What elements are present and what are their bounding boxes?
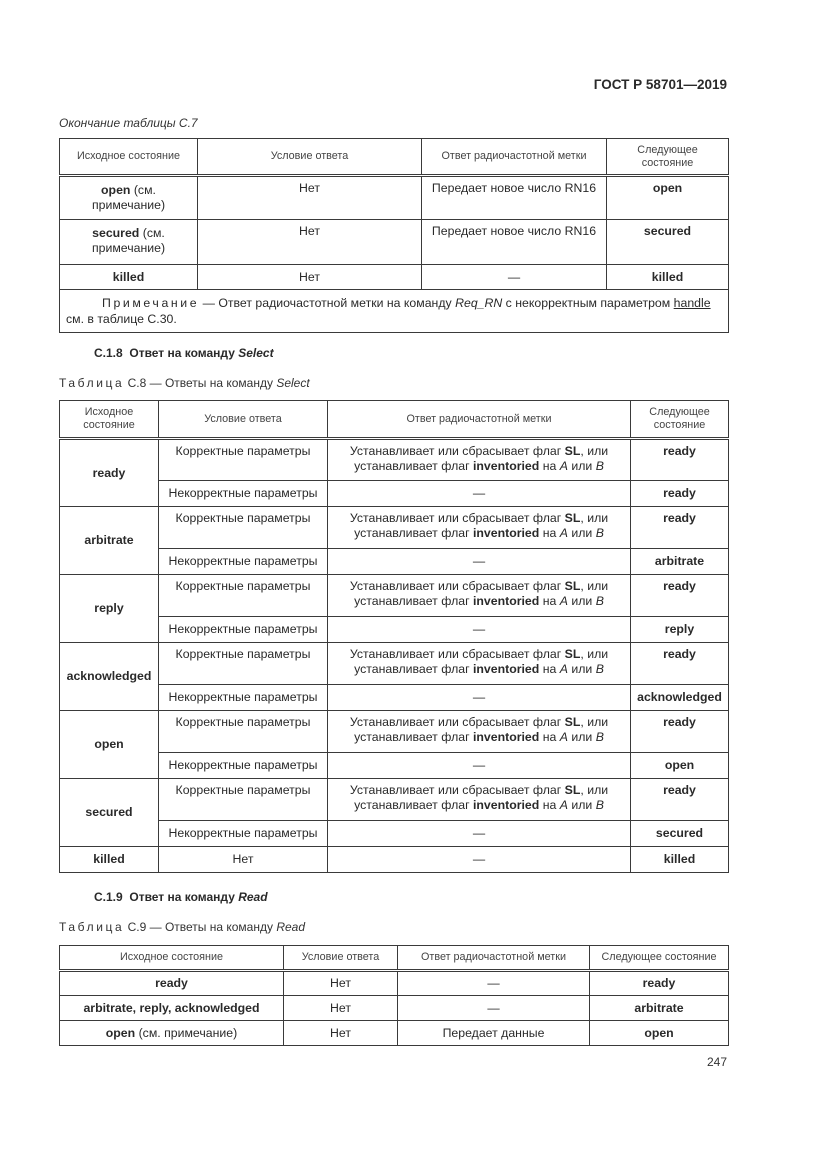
response-cell: Передает данные [398, 1021, 590, 1046]
session-a: A [559, 729, 568, 744]
table-row [60, 575, 729, 617]
table-row [60, 265, 729, 290]
response-cell: — [398, 971, 590, 996]
table-row [60, 549, 729, 575]
state-cell [60, 176, 198, 220]
section-title-command: Select [238, 346, 274, 360]
next-state-cell: ready [631, 779, 729, 821]
response-cell [328, 507, 631, 549]
state-cell [60, 220, 198, 265]
state-cell: killed [60, 847, 159, 873]
flag-sl: SL [564, 511, 581, 525]
table-row [60, 1021, 729, 1046]
response-text: , или устанавливает флаг [354, 715, 609, 744]
response-text: на [539, 593, 560, 608]
note-command: Req_RN [455, 296, 503, 310]
session-a: A [559, 458, 568, 473]
section-title-text: Ответ на команду [129, 890, 239, 904]
next-state-cell: killed [607, 265, 729, 290]
session-a: A [559, 525, 568, 540]
caption-command: Read [276, 920, 306, 934]
next-state-cell: secured [607, 220, 729, 265]
next-state-cell: open [590, 1021, 729, 1046]
response-cell: — [328, 847, 631, 873]
state-name: open [101, 183, 131, 197]
session-b: B [595, 797, 604, 812]
condition-cell: Нет [198, 220, 422, 265]
table-c9-header: Следующее состояние [590, 946, 729, 971]
note-text: с некорректным параметром [502, 296, 674, 310]
response-text: , или устанавливает флаг [354, 783, 609, 812]
next-state-cell: ready [590, 971, 729, 996]
table-row [60, 847, 729, 873]
table-c8-caption [59, 376, 310, 390]
response-text: , или устанавливает флаг [354, 444, 609, 473]
state-cell: arbitrate [60, 507, 159, 575]
table-row [60, 439, 729, 481]
condition-cell: Нет [284, 996, 398, 1021]
state-cell: acknowledged [60, 643, 159, 711]
section-title [129, 346, 273, 360]
flag-inventoried: inventoried [473, 525, 540, 540]
condition-cell: Корректные параметры [159, 507, 328, 549]
section-number: С.1.9 [94, 890, 123, 904]
flag-sl: SL [564, 579, 581, 593]
condition-cell: Нет [159, 847, 328, 873]
table-row [60, 779, 729, 821]
table-row [60, 617, 729, 643]
response-text: на [539, 458, 560, 473]
flag-inventoried: inventoried [473, 458, 540, 473]
response-cell: — [422, 265, 607, 290]
response-cell: — [328, 481, 631, 507]
state-note: (см. примечание) [135, 1025, 238, 1040]
flag-inventoried: inventoried [473, 729, 540, 744]
response-text: , или устанавливает флаг [354, 647, 609, 676]
response-cell: — [328, 821, 631, 847]
state-cell: arbitrate, reply, acknowledged [60, 996, 284, 1021]
condition-cell: Некорректные параметры [159, 617, 328, 643]
document-id: ГОСТ Р 58701—2019 [593, 77, 727, 92]
condition-cell: Некорректные параметры [159, 753, 328, 779]
flag-sl: SL [564, 715, 581, 729]
flag-sl: SL [564, 647, 581, 661]
state-cell: ready [60, 971, 284, 996]
condition-cell: Корректные параметры [159, 643, 328, 685]
response-text: или [567, 729, 596, 744]
state-cell: ready [60, 439, 159, 507]
state-name: secured [92, 226, 140, 240]
table-c9-header: Исходное состояние [60, 946, 284, 971]
page-number: 247 [706, 1055, 727, 1069]
note-parameter: handle [673, 296, 711, 310]
table-row [60, 643, 729, 685]
next-state-cell: ready [631, 643, 729, 685]
condition-cell: Некорректные параметры [159, 685, 328, 711]
next-state-cell: ready [631, 575, 729, 617]
response-text: или [567, 593, 596, 608]
next-state-cell: reply [631, 617, 729, 643]
session-b: B [595, 525, 604, 540]
response-cell: Передает новое число RN16 [422, 220, 607, 265]
next-state-cell: open [607, 176, 729, 220]
table-c7-caption: Окончание таблицы С.7 [59, 116, 198, 130]
response-text: Устанавливает или сбрасывает флаг [349, 647, 565, 661]
note-label: Примечание [102, 296, 200, 310]
table-c8 [59, 400, 729, 873]
next-state-cell: killed [631, 847, 729, 873]
response-text: Устанавливает или сбрасывает флаг [349, 783, 565, 797]
next-state-cell: ready [631, 481, 729, 507]
table-row [60, 176, 729, 220]
table-c8-header: Исходное состояние [60, 401, 159, 439]
table-row [60, 821, 729, 847]
table-c8-header: Ответ радиочастотной метки [328, 401, 631, 439]
note-text: — Ответ радиочастотной метки на команду [199, 296, 456, 310]
next-state-cell: arbitrate [590, 996, 729, 1021]
condition-cell: Некорректные параметры [159, 549, 328, 575]
next-state-cell: open [631, 753, 729, 779]
condition-cell: Корректные параметры [159, 779, 328, 821]
table-c9-header: Условие ответа [284, 946, 398, 971]
response-text: , или устанавливает флаг [354, 511, 609, 540]
table-row [60, 685, 729, 711]
condition-cell: Некорректные параметры [159, 481, 328, 507]
next-state-cell: arbitrate [631, 549, 729, 575]
table-c8-header: Следующее состояние [631, 401, 729, 439]
state-note: (см. примечание) [91, 226, 166, 255]
section-title-text: Ответ на команду [129, 346, 239, 360]
table-c7-header: Следующее состояние [607, 139, 729, 176]
response-text: на [539, 797, 560, 812]
section-title [129, 890, 267, 904]
condition-cell: Корректные параметры [159, 439, 328, 481]
state-cell [60, 1021, 284, 1046]
caption-text: С.9 — Ответы на команду [124, 920, 277, 934]
table-row [60, 507, 729, 549]
response-text: на [539, 729, 560, 744]
session-a: A [559, 797, 568, 812]
flag-sl: SL [564, 783, 581, 797]
response-cell: — [328, 753, 631, 779]
response-cell: — [328, 617, 631, 643]
response-text: или [567, 458, 596, 473]
section-heading-c19 [94, 890, 268, 904]
condition-cell: Нет [284, 971, 398, 996]
condition-cell: Нет [198, 176, 422, 220]
response-text: Устанавливает или сбрасывает флаг [349, 444, 565, 458]
table-c9 [59, 945, 729, 1046]
caption-text: С.8 — Ответы на команду [124, 376, 277, 390]
caption-command: Select [276, 376, 310, 390]
table-note [60, 290, 729, 333]
response-text: Устанавливает или сбрасывает флаг [349, 715, 565, 729]
response-text: или [567, 797, 596, 812]
next-state-cell: secured [631, 821, 729, 847]
caption-label: Таблица [59, 920, 125, 934]
next-state-cell: ready [631, 439, 729, 481]
response-cell [328, 779, 631, 821]
section-title-command: Read [238, 890, 268, 904]
session-b: B [595, 661, 604, 676]
session-a: A [559, 661, 568, 676]
state-cell: open [60, 711, 159, 779]
response-text: или [567, 661, 596, 676]
response-cell: — [328, 549, 631, 575]
section-number: С.1.8 [94, 346, 123, 360]
next-state-cell: ready [631, 711, 729, 753]
next-state-cell: acknowledged [631, 685, 729, 711]
table-row [60, 971, 729, 996]
state-note: (см. примечание) [91, 183, 166, 212]
condition-cell: Корректные параметры [159, 575, 328, 617]
session-b: B [595, 458, 604, 473]
table-note-row [60, 290, 729, 333]
flag-inventoried: inventoried [473, 593, 540, 608]
response-text: или [567, 525, 596, 540]
response-cell [328, 575, 631, 617]
state-name: open [105, 1025, 136, 1040]
table-c7-header: Исходное состояние [60, 139, 198, 176]
session-b: B [595, 729, 604, 744]
table-c7-header: Условие ответа [198, 139, 422, 176]
flag-sl: SL [564, 444, 581, 458]
response-cell: — [328, 685, 631, 711]
note-text: см. в таблице С.30. [66, 312, 177, 326]
response-text: , или устанавливает флаг [354, 579, 609, 608]
flag-inventoried: inventoried [473, 661, 540, 676]
state-cell: secured [60, 779, 159, 847]
condition-cell: Некорректные параметры [159, 821, 328, 847]
flag-inventoried: inventoried [473, 797, 540, 812]
session-a: A [559, 593, 568, 608]
session-b: B [595, 593, 604, 608]
caption-label: Таблица [59, 376, 125, 390]
response-cell [328, 643, 631, 685]
response-text: Устанавливает или сбрасывает флаг [349, 579, 565, 593]
section-heading-c18 [94, 346, 274, 360]
response-text: на [539, 661, 560, 676]
table-row [60, 220, 729, 265]
condition-cell: Нет [198, 265, 422, 290]
condition-cell: Нет [284, 1021, 398, 1046]
table-c8-header: Условие ответа [159, 401, 328, 439]
response-cell [328, 711, 631, 753]
table-c7 [59, 138, 729, 333]
table-c9-caption [59, 920, 305, 934]
response-text: на [539, 525, 560, 540]
response-cell [328, 439, 631, 481]
condition-cell: Корректные параметры [159, 711, 328, 753]
response-cell: — [398, 996, 590, 1021]
table-row [60, 711, 729, 753]
table-row [60, 753, 729, 779]
table-c7-header: Ответ радиочастотной метки [422, 139, 607, 176]
table-c9-header: Ответ радиочастотной метки [398, 946, 590, 971]
state-cell: reply [60, 575, 159, 643]
table-row [60, 481, 729, 507]
response-cell: Передает новое число RN16 [422, 176, 607, 220]
table-row [60, 996, 729, 1021]
state-cell: killed [60, 265, 198, 290]
response-text: Устанавливает или сбрасывает флаг [349, 511, 565, 525]
next-state-cell: ready [631, 507, 729, 549]
